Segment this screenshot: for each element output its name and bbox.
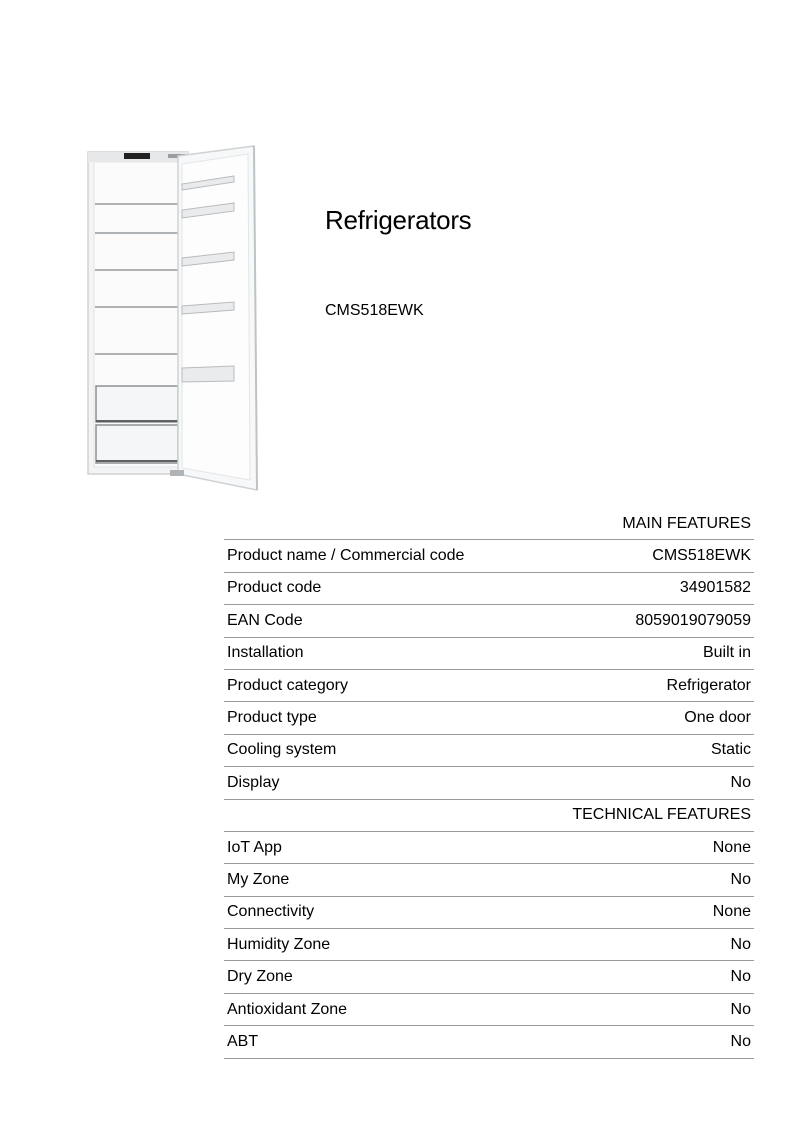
spec-value: No <box>730 773 751 791</box>
spec-value: No <box>730 935 751 953</box>
spec-label: Humidity Zone <box>227 935 331 953</box>
table-row <box>224 637 754 669</box>
spec-label: Display <box>227 773 280 791</box>
table-row <box>224 540 754 572</box>
table-row <box>224 734 754 766</box>
spec-label: Dry Zone <box>227 968 293 986</box>
table-row <box>224 961 754 993</box>
spec-label: Cooling system <box>227 741 337 759</box>
refrigerator-image <box>82 140 267 495</box>
spec-value: Refrigerator <box>666 676 751 694</box>
page-title: Refrigerators <box>325 205 472 235</box>
model-code: CMS518EWK <box>325 302 424 319</box>
spec-label: Installation <box>227 644 304 662</box>
spec-table <box>224 508 754 1059</box>
section-header <box>224 508 754 540</box>
spec-label: Product name / Commercial code <box>227 547 465 565</box>
table-row <box>224 767 754 799</box>
section-title: TECHNICAL FEATURES <box>572 806 751 824</box>
spec-value: None <box>712 903 751 921</box>
table-row <box>224 1026 754 1058</box>
table-row <box>224 572 754 604</box>
spec-label: IoT App <box>227 838 282 856</box>
spec-value: CMS518EWK <box>652 547 751 565</box>
spec-label: EAN Code <box>227 611 303 629</box>
spec-label: Product code <box>227 579 322 597</box>
section-header <box>224 799 754 831</box>
table-row <box>224 864 754 896</box>
spec-value: Static <box>710 741 751 759</box>
spec-label: Antioxidant Zone <box>227 1000 348 1018</box>
spec-value: One door <box>684 709 751 727</box>
spec-value: No <box>730 1032 751 1050</box>
spec-value: No <box>730 870 751 888</box>
section-title: MAIN FEATURES <box>622 514 751 532</box>
table-row <box>224 929 754 961</box>
spec-label: ABT <box>227 1032 259 1050</box>
table-row <box>224 669 754 701</box>
table-row <box>224 605 754 637</box>
spec-value: None <box>712 838 751 856</box>
spec-value: 34901582 <box>679 579 751 597</box>
table-row <box>224 702 754 734</box>
spec-label: Product category <box>227 676 348 694</box>
spec-label: My Zone <box>227 870 290 888</box>
spec-label: Product type <box>227 709 317 727</box>
spec-value: 8059019079059 <box>635 611 751 629</box>
table-row <box>224 993 754 1025</box>
table-row <box>224 831 754 863</box>
spec-value: No <box>730 968 751 986</box>
spec-value: No <box>730 1000 751 1018</box>
table-row <box>224 896 754 928</box>
spec-value: Built in <box>702 644 751 662</box>
spec-label: Connectivity <box>227 903 315 921</box>
